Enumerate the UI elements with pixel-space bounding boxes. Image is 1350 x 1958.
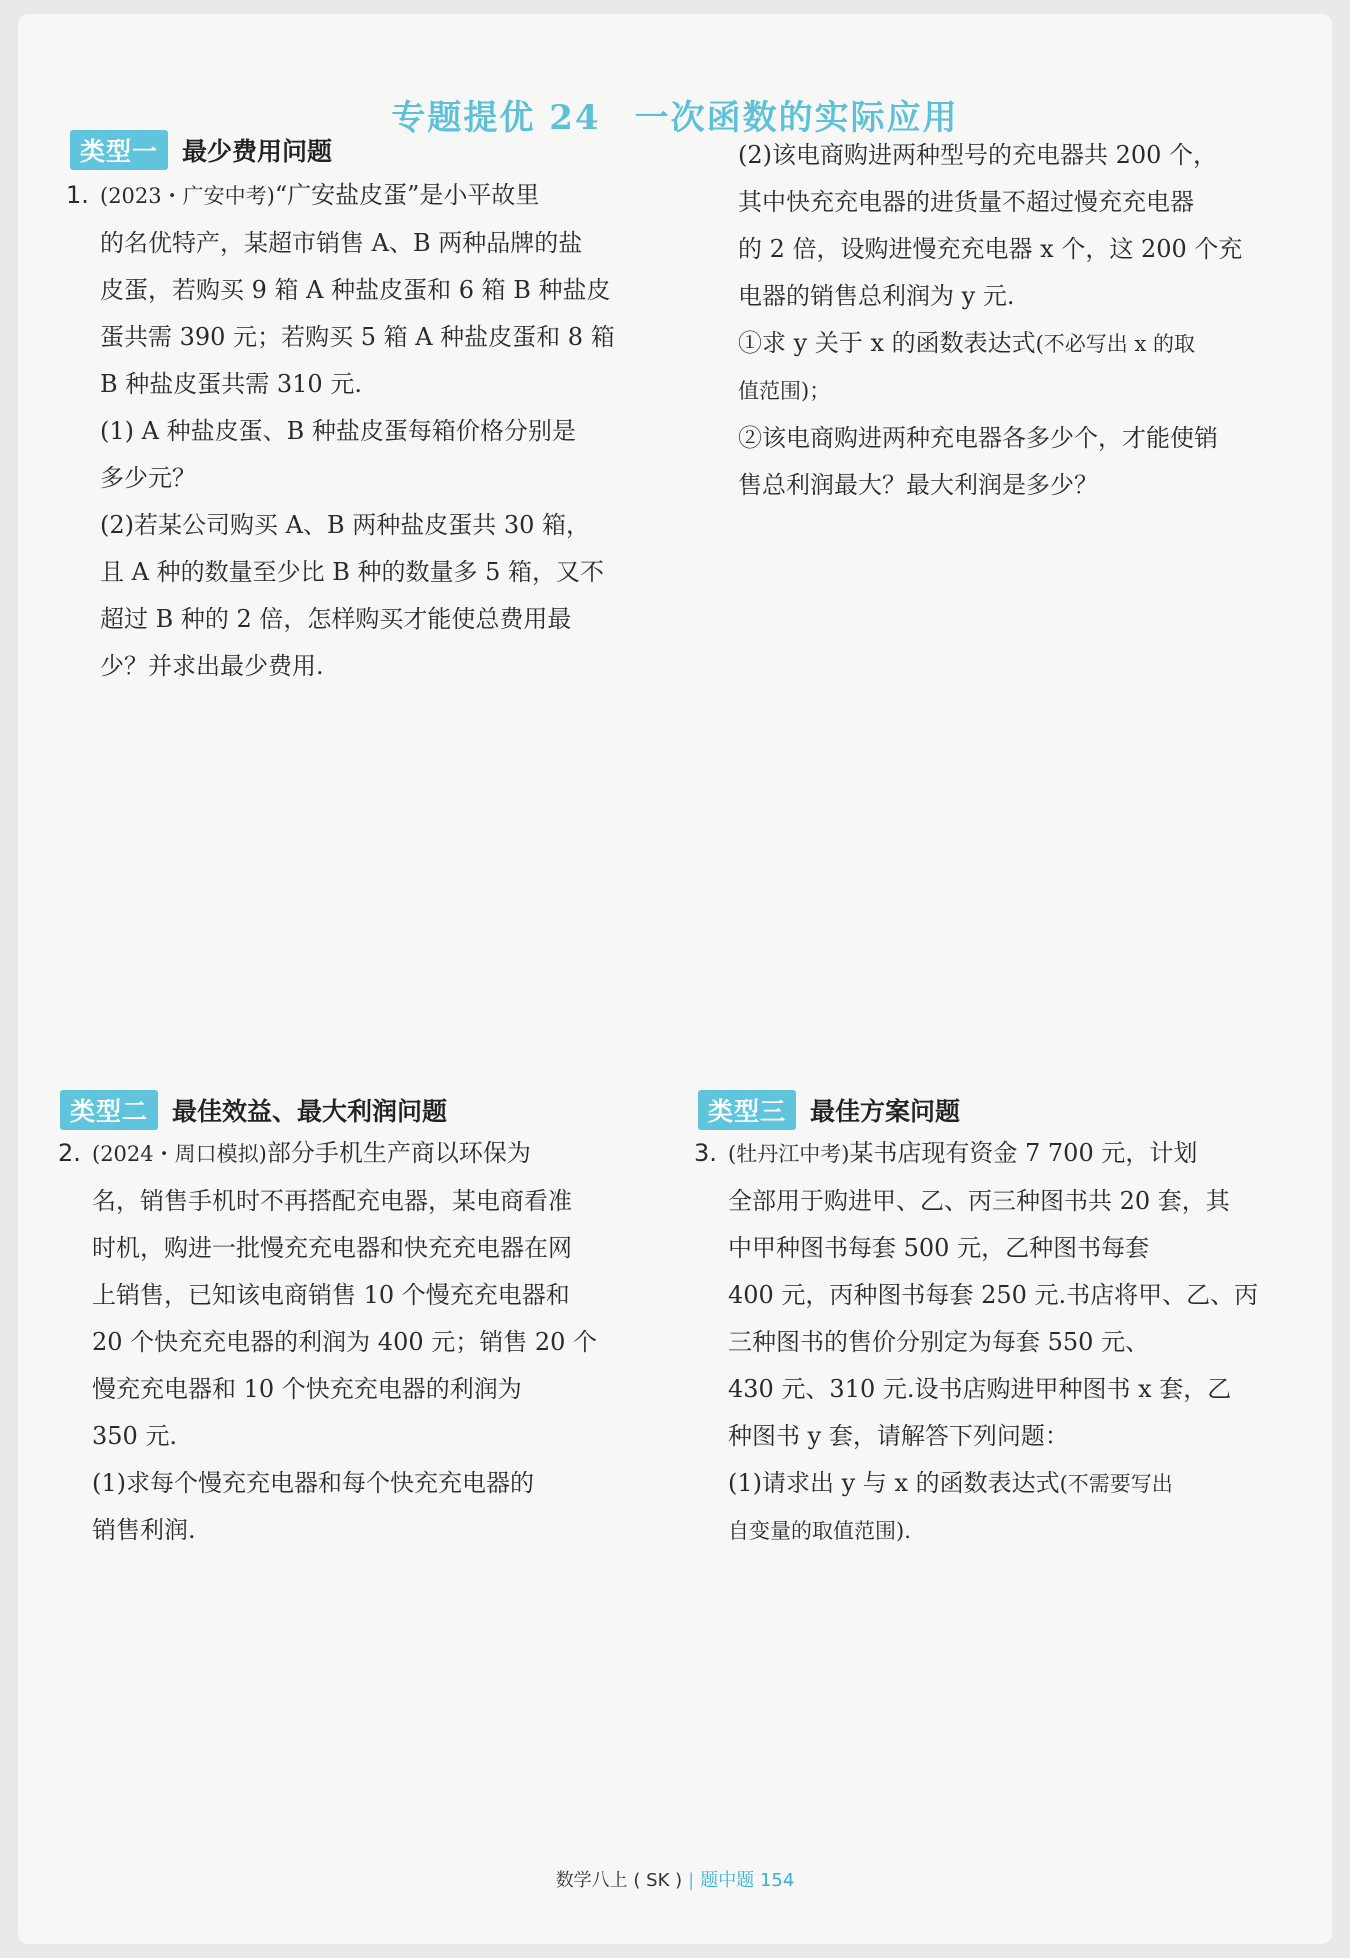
footer-book: 数学八上 ( SK ) (555, 1870, 683, 1891)
title-topic: 专题提优 24 (391, 98, 601, 138)
section-header-2 (60, 1090, 447, 1130)
question-number: 3. (694, 1139, 717, 1167)
page-number: 题中题 154 (700, 1870, 795, 1891)
section-header-1 (70, 130, 332, 170)
question-1: 1. (2023・广安中考)“广安盐皮蛋”是小平故里 的名优特产，某超市销售 A、B 两种品牌的盐 皮蛋，若购买 9 箱 A 种盐皮蛋和 6 箱 B 种盐皮 蛋共需 390 元；若购买 5 箱 A 种盐皮蛋和 8 箱 B 种盐皮蛋共需 310 元. (1) A 种盐皮蛋、B 种盐皮蛋每箱价格分别是 多少元？ (2)若某公司购买 A、B 两种盐皮蛋共 30 箱， 且 A 种的数量至少比 B 种的数量多 5 箱，又不 超过 B 种的 2 倍，怎样购买才能使总费用最 少？并求出最少费用. (66, 172, 686, 690)
footer-separator: | (688, 1870, 695, 1891)
section-header-3 (698, 1090, 960, 1130)
question-2-continued: (2)该电商购进两种型号的充电器共 200 个， 其中快充充电器的进货量不超过慢充充电器 的 2 倍，设购进慢充充电器 x 个，这 200 个充 电器的销售总利润为 y 元. ①求 y 关于 x 的函数表达式(不必写出 x 的取 值范围)； ②该电商购进两种充电器各多少个，才能使销 售总利润最大？最大利润是多少？ (738, 141, 1243, 499)
question-3: 3. (牡丹江中考)某书店现有资金 7 700 元，计划 全部用于购进甲、乙、丙三种图书共 20 套，其 中甲种图书每套 500 元，乙种图书每套 400 元，丙种图书每套 250 元.书店将甲、乙、丙 三种图书的售价分别定为每套 550 元、 430 元、310 元.设书店购进甲种图书 x 套，乙 种图书 y 套，请解答下列问题： (1)请求出 y 与 x 的函数表达式(不需要写出 自变量的取值范围). (694, 1130, 1324, 1555)
question-2: 2. (2024・周口模拟)部分手机生产商以环保为 名，销售手机时不再搭配充电器，某电商看准 时机，购进一批慢充充电器和快充充电器在网 上销售，已知该电商销售 10 个慢充充电器和 20 个快充充电器的利润为 400 元；销售 20 个 慢充充电器和 10 个快充充电器的利润为 350 元. (1)求每个慢充充电器和每个快充充电器的 销售利润. (58, 1130, 678, 1554)
section-title: 最佳效益、最大利润问题 (172, 1097, 448, 1126)
title-name: 一次函数的实际应用 (634, 98, 959, 138)
section-badge: 类型一 (70, 130, 168, 170)
section-badge: 类型二 (60, 1090, 158, 1130)
section-title: 最少费用问题 (182, 137, 333, 166)
question-source: (牡丹江中考) (728, 1142, 850, 1166)
question-source: (2024・周口模拟) (92, 1142, 267, 1166)
page-footer (18, 1866, 1332, 1892)
section-badge: 类型三 (698, 1090, 796, 1130)
question-number: 2. (58, 1139, 81, 1167)
page (18, 14, 1332, 1944)
section-title: 最佳方案问题 (810, 1097, 961, 1126)
question-number: 1. (66, 181, 89, 209)
question-source: (2023・广安中考) (100, 184, 275, 208)
